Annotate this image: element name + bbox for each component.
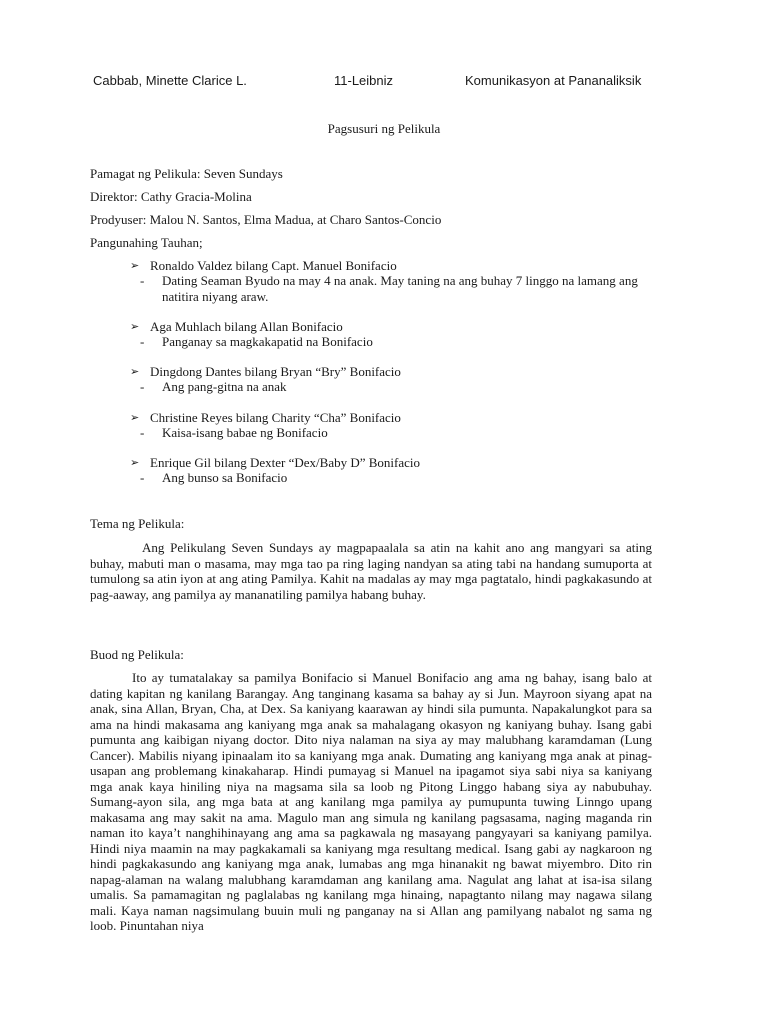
dash-bullet-icon: - xyxy=(140,425,145,440)
character-description: - Kaisa-isang babae ng Bonifacio xyxy=(140,425,328,440)
character-item xyxy=(130,410,401,426)
theme-heading: Tema ng Pelikula: xyxy=(90,516,185,531)
dash-bullet-icon: - xyxy=(140,470,145,485)
character-item xyxy=(130,364,401,380)
arrow-bullet-icon: ➢ xyxy=(130,365,140,378)
dash-bullet-icon: - xyxy=(140,334,145,349)
film-director: Direktor: Cathy Gracia-Molina xyxy=(90,189,252,204)
theme-paragraph: Ang Pelikulang Seven Sundays ay magpapaalala sa atin na kahit ano ang mangyari sa ating buhay, mabuti man o masama, may mga tao pa ring laging nandyan sa ating tabi na handang sumuporta at tumulong sa atin iyon at ang ating Pamilya. Kahit na madalas ay may mga pagtatalo, hindi pagkakasundo at pag-aaway, ang pamilya ay mananatiling pamilya habang buhay. xyxy=(90,540,652,602)
document-title: Pagsusuri ng Pelikula xyxy=(327,121,441,136)
arrow-bullet-icon: ➢ xyxy=(130,411,140,424)
summary-paragraph: Ito ay tumatalakay sa pamilya Bonifacio si Manuel Bonifacio ang ama ng bahay, isang balo at dating kapitan ng kanilang Barangay. Ang tanginang kasama sa bahay ay si Jun. Mayroon siyang apat na anak, sina Allan, Bryan, Cha, at Dex. Sa kaniyang kaarawan ay hindi sila pumunta. Napakalungkot para sa ama na hindi makasama ang kaniyang mga anak sa mahalagang okasyon ng kaniyang buhay. Isang gabi pumunta ang kaibigan niyang doctor. Dito niya nalaman na siya ay may malubhang karamdaman (Lung Cancer). Mabilis niyang ipinaalam ito sa kaniyang mga anak. Dumating ang kaniyang mga anak at pinag-usapan ang problemang kinakaharap. Hindi pumayag si Manuel na ipagamot siya sabi niya sa kaniyang mga anak kaya hiniling niya na magsama sila sa loob ng Pitong Linggo habang siya ay nabubuhay. Sumang-ayon sila, ang mga bata at ang kanilang mga pamilya ay pumupunta tuwing Linngo upang makasama ang may sakit na ama. Magulo man ang simula ng kanilang pagsasama, naging maganda rin naman ito kaya’t nanghihinayang ang ama sa pagkawala ng masayang pangyayari sa kaniyang pamilya. Hindi niya maamin na may pagkakamali sa kaniyang mga resultang medical. Isang gabi ay nagkaroon ng hindi pagkakasundo ang kaniyang mga anak, lumabas ang mga hinanakit ng bawat miyembro. Dito rin napag-alaman na walang malubhang karamdaman ang kanilang ama. Nagulat ang lahat at isa-isa silang umalis. Sa pamamagitan ng paglalabas ng kanilang mga hinaing, napagtanto nilang may nagawa silang mali. Kaya naman nagsimulang buuin muli ng panganay na si Allan ang pamilyang nabalot ng sama ng loob. Pinuntahan niya xyxy=(90,670,652,933)
character-name: Christine Reyes bilang Charity “Cha” Bonifacio xyxy=(150,410,401,425)
character-item xyxy=(130,319,343,335)
character-name: Enrique Gil bilang Dexter “Dex/Baby D” Bonifacio xyxy=(150,455,421,470)
dash-bullet-icon: - xyxy=(140,379,145,394)
film-title: Pamagat ng Pelikula: Seven Sundays xyxy=(90,166,283,181)
character-description: - Ang pang-gitna na anak xyxy=(140,379,287,394)
character-name: Ronaldo Valdez bilang Capt. Manuel Bonifacio xyxy=(150,258,397,273)
film-producers: Prodyuser: Malou N. Santos, Elma Madua, at Charo Santos-Concio xyxy=(90,212,442,227)
student-section: 11-Leibniz xyxy=(334,73,394,88)
character-name: Dingdong Dantes bilang Bryan “Bry” Bonifacio xyxy=(150,364,401,379)
summary-heading: Buod ng Pelikula: xyxy=(90,647,184,662)
character-item xyxy=(130,455,420,471)
character-name: Aga Muhlach bilang Allan Bonifacio xyxy=(150,319,343,334)
main-characters-label: Pangunahing Tauhan; xyxy=(90,235,203,250)
character-description: - Ang bunso sa Bonifacio xyxy=(140,470,288,485)
student-name: Cabbab, Minette Clarice L. xyxy=(93,73,247,88)
dash-bullet-icon: - xyxy=(140,273,145,288)
subject-name: Komunikasyon at Pananaliksik xyxy=(465,73,642,88)
character-description: - Panganay sa magkakapatid na Bonifacio xyxy=(140,334,373,349)
arrow-bullet-icon: ➢ xyxy=(130,320,140,333)
arrow-bullet-icon: ➢ xyxy=(130,259,140,272)
character-description: - Dating Seaman Byudo na may 4 na anak. May taning na ang buhay 7 linggo na lamang ang natitira niyang araw. xyxy=(140,273,638,304)
arrow-bullet-icon: ➢ xyxy=(130,456,140,469)
character-item xyxy=(130,258,397,274)
